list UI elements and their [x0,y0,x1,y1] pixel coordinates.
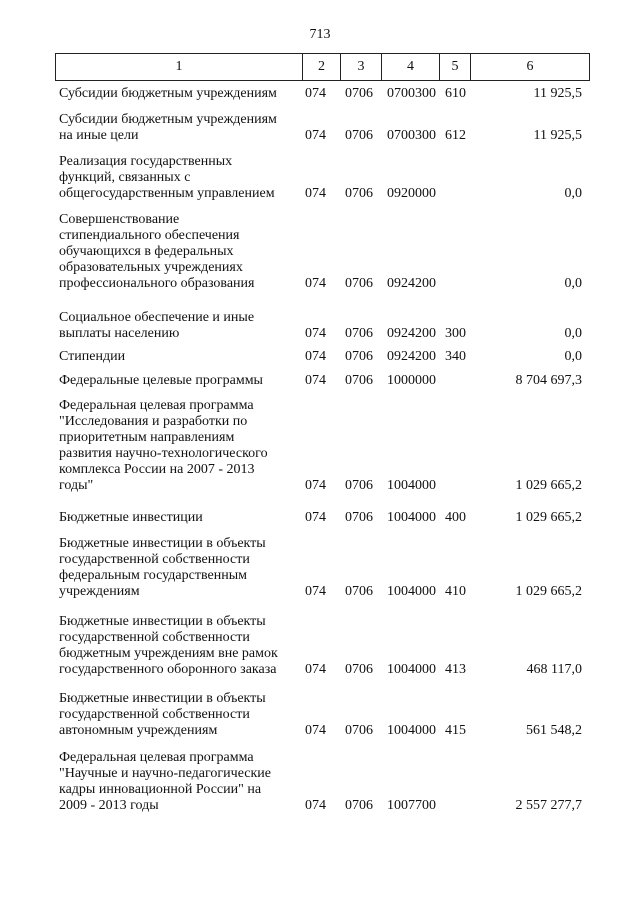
table-row [55,510,590,526]
cell-c4: 1004000 [387,510,436,525]
cell-c3: 0706 [345,478,373,493]
cell-c3: 0706 [345,510,373,525]
cell-c2: 074 [305,798,326,813]
table-row [55,349,590,365]
row-name [59,510,299,526]
cell-c5: 612 [445,128,466,143]
cell-c5: 300 [445,326,466,341]
table-row [55,691,590,739]
row-name [59,86,299,102]
cell-c4: 0924200 [387,349,436,364]
row-name-line: государственной собственности [59,630,250,645]
row-name-line: выплаты населению [59,326,180,341]
cell-c2: 074 [305,662,326,677]
cell-c5: 400 [445,510,466,525]
cell-c4: 0924200 [387,276,436,291]
row-name-line: государственного оборонного заказа [59,662,277,677]
cell-c6: 561 548,2 [526,723,582,738]
row-name-line: Федеральная целевая программа [59,398,254,413]
cell-c6: 0,0 [564,326,582,341]
row-name-line: Совершенствование [59,212,180,227]
row-name-line: профессионального образования [59,276,255,291]
row-name-line: функций, связанных с [59,170,191,185]
cell-c4: 0920000 [387,186,436,201]
row-name [59,310,299,342]
cell-c4: 1000000 [387,373,436,388]
table-row [55,154,590,202]
row-name [59,373,299,389]
table-row [55,112,590,144]
cell-c4: 1004000 [387,478,436,493]
table-row [55,86,590,102]
cell-c3: 0706 [345,326,373,341]
cell-c6: 468 117,0 [526,662,582,677]
cell-c2: 074 [305,478,326,493]
cell-c3: 0706 [345,373,373,388]
cell-c6: 1 029 665,2 [515,478,582,493]
row-name-line: федеральным государственным [59,568,247,583]
row-name-line: стипендиального обеспечения [59,228,240,243]
row-name-line: Стипендии [59,349,126,364]
cell-c4: 0700300 [387,128,436,143]
cell-c6: 11 925,5 [533,86,582,101]
cell-c6: 1 029 665,2 [515,584,582,599]
table-row [55,310,590,342]
row-name-line: кадры инновационной России" на [59,782,262,797]
row-name-line: развития научно-технологического [59,446,268,461]
cell-c5: 340 [445,349,466,364]
row-name-line: государственной собственности [59,707,250,722]
row-name-line: бюджетным учреждениям вне рамок [59,646,278,661]
table-row [55,373,590,389]
cell-c3: 0706 [345,86,373,101]
cell-c3: 0706 [345,723,373,738]
row-name-line: Социальное обеспечение и иные [59,310,255,325]
row-name [59,398,299,494]
cell-c5: 410 [445,584,466,599]
table-header [55,53,590,81]
cell-c6: 11 925,5 [533,128,582,143]
row-name-line: государственной собственности [59,552,250,567]
cell-c5: 415 [445,723,466,738]
row-name-line: 2009 - 2013 годы [59,798,159,813]
header-col-6: 6 [470,54,590,80]
table-row [55,614,590,678]
header-col-3: 3 [340,54,381,80]
cell-c6: 1 029 665,2 [515,510,582,525]
cell-c2: 074 [305,723,326,738]
row-name [59,750,299,814]
row-name-line: "Исследования и разработки по [59,414,248,429]
cell-c4: 1004000 [387,662,436,677]
row-name-line: Бюджетные инвестиции [59,510,203,525]
row-name-line: автономным учреждениям [59,723,218,738]
row-name-line: Бюджетные инвестиции в объекты [59,691,266,706]
row-name-line: Субсидии бюджетным учреждениям [59,86,277,101]
cell-c2: 074 [305,86,326,101]
cell-c4: 1004000 [387,584,436,599]
cell-c3: 0706 [345,349,373,364]
row-name-line: на иные цели [59,128,139,143]
row-name [59,349,299,365]
cell-c4: 0924200 [387,326,436,341]
header-col-4: 4 [381,54,439,80]
row-name-line: обучающихся в федеральных [59,244,234,259]
cell-c4: 0700300 [387,86,436,101]
table-row [55,212,590,292]
row-name [59,154,299,202]
row-name [59,691,299,739]
cell-c2: 074 [305,186,326,201]
cell-c3: 0706 [345,798,373,813]
cell-c2: 074 [305,326,326,341]
cell-c3: 0706 [345,584,373,599]
cell-c3: 0706 [345,128,373,143]
cell-c5: 610 [445,86,466,101]
cell-c2: 074 [305,373,326,388]
cell-c3: 0706 [345,186,373,201]
table-row [55,398,590,494]
row-name-line: Федеральная целевая программа [59,750,254,765]
row-name-line: годы" [59,478,94,493]
row-name-line: Субсидии бюджетным учреждениям [59,112,277,127]
cell-c2: 074 [305,510,326,525]
cell-c3: 0706 [345,662,373,677]
row-name-line: "Научные и научно-педагогические [59,766,271,781]
cell-c6: 0,0 [564,349,582,364]
cell-c2: 074 [305,349,326,364]
row-name-line: приоритетным направлениям [59,430,235,445]
row-name [59,614,299,678]
row-name-line: Бюджетные инвестиции в объекты [59,536,266,551]
cell-c4: 1007700 [387,798,436,813]
cell-c6: 2 557 277,7 [515,798,582,813]
cell-c6: 8 704 697,3 [515,373,582,388]
row-name-line: комплекса России на 2007 - 2013 [59,462,255,477]
row-name-line: Бюджетные инвестиции в объекты [59,614,266,629]
row-name-line: образовательных учреждениях [59,260,243,275]
page-number: 713 [309,27,331,42]
cell-c3: 0706 [345,276,373,291]
cell-c2: 074 [305,584,326,599]
cell-c2: 074 [305,276,326,291]
cell-c4: 1004000 [387,723,436,738]
table-row [55,536,590,600]
row-name-line: Реализация государственных [59,154,233,169]
row-name [59,212,299,292]
row-name-line: Федеральные целевые программы [59,373,263,388]
cell-c6: 0,0 [564,186,582,201]
row-name [59,112,299,144]
header-col-5: 5 [439,54,470,80]
row-name-line: общегосударственным управлением [59,186,275,201]
table-row [55,750,590,814]
header-col-2: 2 [302,54,340,80]
cell-c6: 0,0 [564,276,582,291]
row-name [59,536,299,600]
row-name-line: учреждениям [59,584,140,599]
cell-c5: 413 [445,662,466,677]
header-col-1: 1 [55,54,302,80]
cell-c2: 074 [305,128,326,143]
